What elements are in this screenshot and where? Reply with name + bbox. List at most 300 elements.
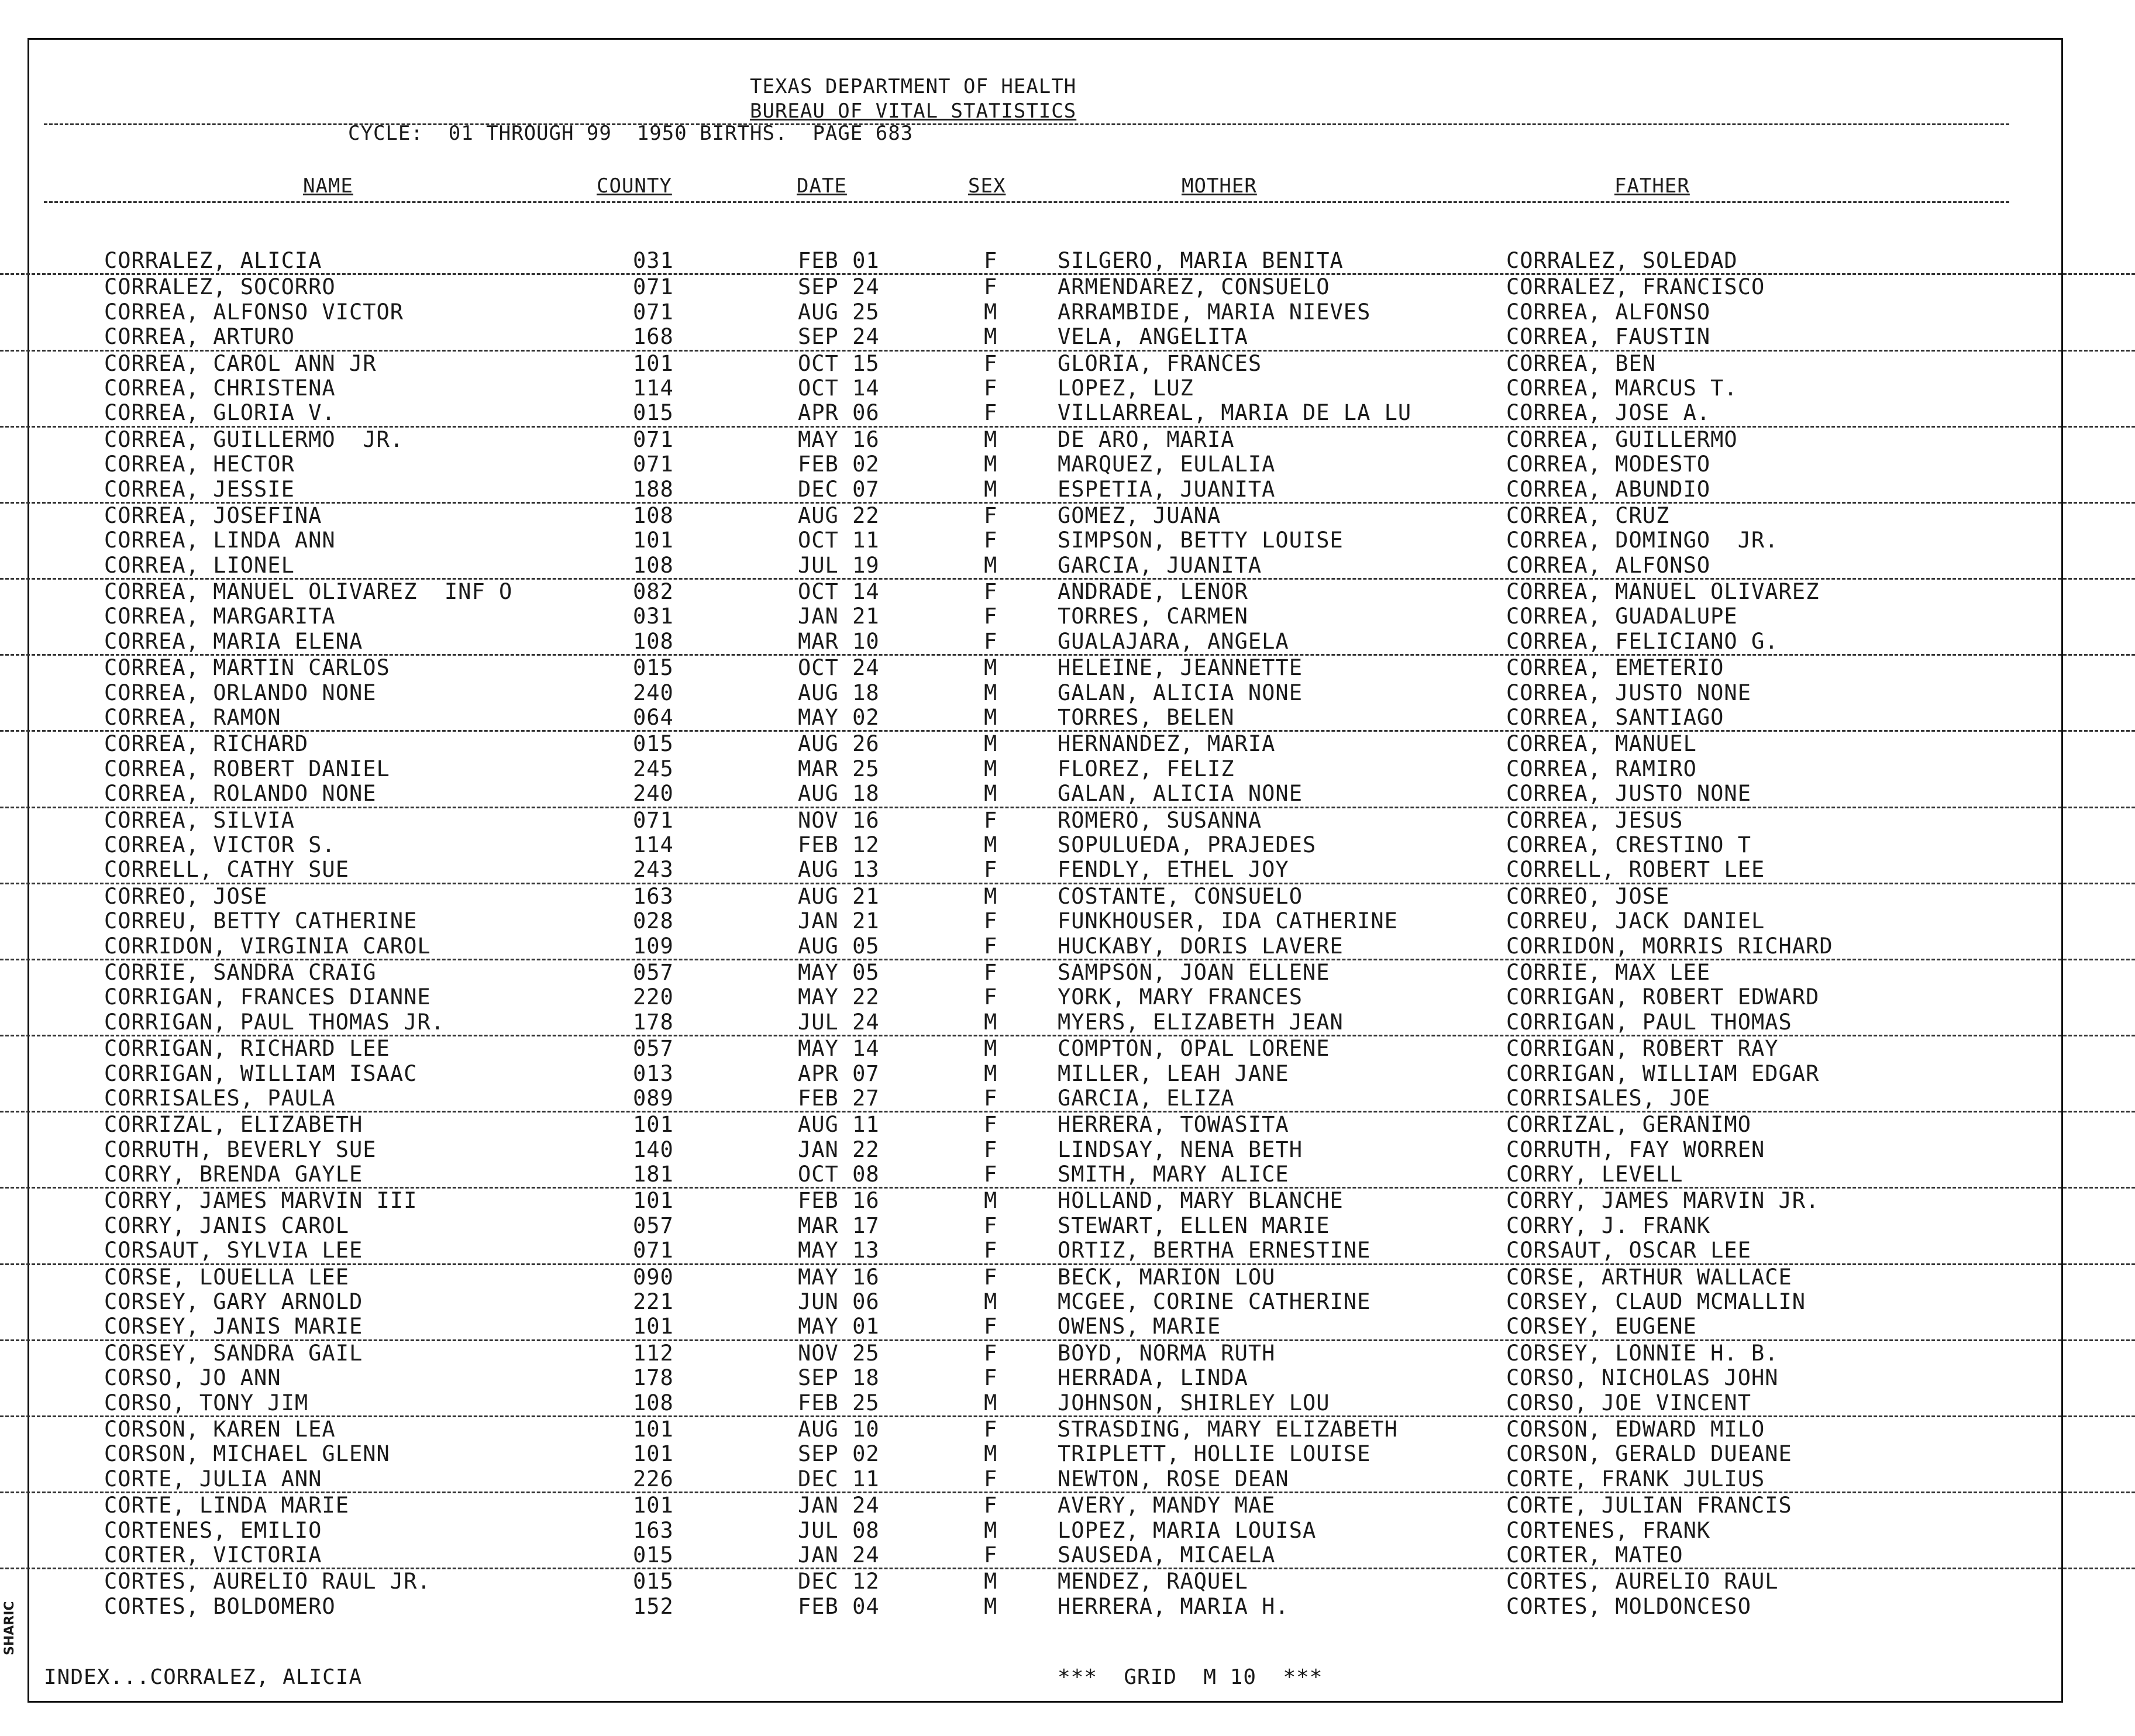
record-mother: DE ARO, MARIA [1058,426,1235,452]
record-sex: M [984,1569,998,1594]
record-father: CORTER, MATEO [1506,1542,1683,1568]
record-row [0,1189,2135,1213]
record-county: 082 [633,579,674,605]
record-mother: ARMENDAREZ, CONSUELO [1058,274,1330,300]
record-name: CORRIGAN, WILLIAM ISAAC [104,1060,418,1086]
record-sex: F [984,1365,998,1391]
record-sex: F [984,1162,998,1187]
record-county: 178 [633,1009,674,1035]
record-county: 240 [633,680,674,705]
record-sex: M [984,655,998,681]
record-name: CORREA, MARTIN CARLOS [104,655,390,681]
record-sex: M [984,1517,998,1543]
record-mother: MENDEZ, RAQUEL [1058,1569,1248,1594]
record-county: 071 [633,274,674,300]
record-father: CORSEY, EUGENE [1506,1314,1697,1339]
record-county: 071 [633,1238,674,1263]
record-county: 089 [633,1085,674,1111]
column-header-rule [44,201,2009,203]
record-father: CORRIDON, MORRIS RICHARD [1506,933,1833,959]
record-county: 015 [633,731,674,757]
record-name: CORSAUT, SYLVIA LEE [104,1238,363,1263]
record-county: 152 [633,1593,674,1619]
record-sex: F [984,604,998,629]
record-name: CORRIGAN, RICHARD LEE [104,1036,390,1062]
record-county: 090 [633,1264,674,1290]
record-father: CORREA, CRUZ [1506,502,1670,528]
record-date: DEC 11 [798,1466,880,1492]
record-sex: M [984,756,998,781]
record-date: FEB 16 [798,1188,880,1214]
record-county: 220 [633,984,674,1010]
record-row [0,1366,2135,1390]
record-name: CORREA, CHRISTENA [104,375,336,401]
record-mother: TORRES, CARMEN [1058,604,1248,629]
record-name: CORREA, ROBERT DANIEL [104,756,390,781]
record-sex: F [984,375,998,401]
record-row [0,1493,2135,1518]
record-sex: F [984,1085,998,1111]
record-mother: SAMPSON, JOAN ELLENE [1058,959,1330,985]
record-county: 101 [633,1112,674,1138]
header-agency: TEXAS DEPARTMENT OF HEALTH [750,75,1077,98]
record-father: CORREA, ALFONSO [1506,299,1711,325]
record-row [0,781,2135,808]
record-county: 015 [633,400,674,426]
record-name: CORRISALES, PAULA [104,1085,336,1111]
record-name: CORREA, MARIA ELENA [104,628,363,654]
record-name: CORTES, AURELIO RAUL JR. [104,1569,431,1594]
record-name: CORSEY, JANIS MARIE [104,1314,363,1339]
record-date: AUG 13 [798,857,880,883]
record-date: AUG 22 [798,502,880,528]
record-father: CORSO, JOE VINCENT [1506,1390,1751,1415]
record-county: 101 [633,1188,674,1214]
footer-grid: *** GRID M 10 *** [1058,1665,1323,1689]
record-mother: GALAN, ALICIA NONE [1058,781,1303,807]
record-row [0,428,2135,452]
record-row [0,1442,2135,1466]
record-sex: F [984,1542,998,1568]
record-mother: HUCKABY, DORIS LAVERE [1058,933,1344,959]
record-mother: HERRADA, LINDA [1058,1365,1248,1391]
record-date: AUG 26 [798,731,880,757]
record-sex: M [984,552,998,578]
record-name: CORRIZAL, ELIZABETH [104,1112,363,1138]
record-sex: F [984,579,998,605]
record-mother: HELEINE, JEANNETTE [1058,655,1303,681]
record-row [0,808,2135,833]
record-father: CORRISALES, JOE [1506,1085,1711,1111]
record-father: CORREA, FELICIANO G. [1506,628,1779,654]
record-mother: FUNKHOUSER, IDA CATHERINE [1058,908,1398,934]
record-father: CORREA, CRESTINO T [1506,832,1751,857]
record-name: CORRUTH, BEVERLY SUE [104,1136,377,1162]
record-row [0,960,2135,985]
record-sex: F [984,1238,998,1263]
record-sex: M [984,731,998,757]
record-county: 221 [633,1289,674,1315]
record-mother: MYERS, ELIZABETH JEAN [1058,1009,1344,1035]
record-father: CORRY, J. FRANK [1506,1213,1711,1238]
record-county: 163 [633,1517,674,1543]
record-date: AUG 05 [798,933,880,959]
record-father: CORTE, JULIAN FRANCIS [1506,1493,1792,1518]
record-mother: SILGERO, MARIA BENITA [1058,248,1344,273]
record-sex: M [984,1060,998,1086]
record-row [0,1341,2135,1366]
record-name: CORRY, JAMES MARVIN III [104,1188,418,1214]
record-county: 109 [633,933,674,959]
record-father: CORREA, JUSTO NONE [1506,781,1751,807]
record-mother: COSTANTE, CONSUELO [1058,883,1303,909]
record-mother: ARRAMBIDE, MARIA NIEVES [1058,299,1371,325]
record-father: CORRIZAL, GERANIMO [1506,1112,1751,1138]
record-sex: M [984,1036,998,1062]
record-date: FEB 01 [798,248,880,273]
record-date: MAR 10 [798,628,880,654]
record-county: 112 [633,1340,674,1366]
record-row [0,1086,2135,1112]
record-name: CORRY, JANIS CAROL [104,1213,349,1238]
record-county: 064 [633,705,674,731]
record-date: JUL 24 [798,1009,880,1035]
record-sex: M [984,1009,998,1035]
record-date: AUG 10 [798,1416,880,1442]
record-sex: F [984,400,998,426]
record-row [0,705,2135,732]
record-name: CORTE, JULIA ANN [104,1466,322,1492]
record-name: CORRALEZ, SOCORRO [104,274,336,300]
record-mother: HERNANDEZ, MARIA [1058,731,1276,757]
record-date: NOV 16 [798,807,880,833]
record-name: CORREA, ORLANDO NONE [104,680,377,705]
record-date: OCT 11 [798,528,880,553]
record-father: CORREA, ALFONSO [1506,552,1711,578]
record-row [0,275,2135,299]
record-father: CORRIE, MAX LEE [1506,959,1711,985]
record-date: FEB 25 [798,1390,880,1415]
record-sex: M [984,324,998,350]
record-county: 071 [633,807,674,833]
record-date: JAN 22 [798,1136,880,1162]
record-row [0,1010,2135,1036]
record-mother: HERRERA, MARIA H. [1058,1593,1289,1619]
record-sex: F [984,528,998,553]
record-father: CORREA, GUILLERMO [1506,426,1738,452]
record-mother: AVERY, MANDY MAE [1058,1493,1276,1518]
record-sex: F [984,1112,998,1138]
header-rule [44,123,2009,125]
record-county: 114 [633,832,674,857]
record-county: 108 [633,628,674,654]
record-row [0,1290,2135,1314]
record-sex: F [984,274,998,300]
record-father: CORREA, BEN [1506,350,1657,376]
record-county: 188 [633,476,674,502]
record-mother: LOPEZ, LUZ [1058,375,1194,401]
record-date: JUL 08 [798,1517,880,1543]
record-mother: MCGEE, CORINE CATHERINE [1058,1289,1371,1315]
record-county: 108 [633,1390,674,1415]
record-mother: GALAN, ALICIA NONE [1058,680,1303,705]
record-date: JUN 06 [798,1289,880,1315]
record-row [0,553,2135,580]
record-name: CORREA, CAROL ANN JR [104,350,377,376]
record-name: CORRIGAN, PAUL THOMAS JR. [104,1009,445,1035]
record-sex: M [984,705,998,731]
record-father: CORREA, JUSTO NONE [1506,680,1751,705]
record-name: CORREA, LINDA ANN [104,528,336,553]
record-mother: OWENS, MARIE [1058,1314,1221,1339]
record-mother: JOHNSON, SHIRLEY LOU [1058,1390,1330,1415]
record-father: CORRIGAN, PAUL THOMAS [1506,1009,1792,1035]
record-row [0,1238,2135,1265]
record-father: CORREA, SANTIAGO [1506,705,1724,731]
record-sex: F [984,628,998,654]
record-date: MAY 14 [798,1036,880,1062]
record-mother: HOLLAND, MARY BLANCHE [1058,1188,1344,1214]
record-date: SEP 24 [798,324,880,350]
record-father: CORSEY, LONNIE H. B. [1506,1340,1779,1366]
record-sex: F [984,1466,998,1492]
record-sex: M [984,1441,998,1467]
record-father: CORREA, JOSE A. [1506,400,1711,426]
record-row [0,1569,2135,1594]
record-county: 101 [633,1314,674,1339]
record-name: CORREA, SILVIA [104,807,295,833]
record-county: 028 [633,908,674,934]
record-father: CORREA, RAMIRO [1506,756,1697,781]
record-sex: F [984,807,998,833]
record-mother: GUALAJARA, ANGELA [1058,628,1289,654]
record-county: 057 [633,1036,674,1062]
record-name: CORREA, RICHARD [104,731,309,757]
record-sex: M [984,426,998,452]
record-name: CORRIDON, VIRGINIA CAROL [104,933,431,959]
record-sex: M [984,832,998,857]
record-sex: M [984,781,998,807]
record-county: 057 [633,1213,674,1238]
record-date: MAY 02 [798,705,880,731]
record-mother: SMITH, MARY ALICE [1058,1162,1289,1187]
record-sex: F [984,908,998,934]
record-father: CORRELL, ROBERT LEE [1506,857,1765,883]
record-row [0,681,2135,705]
record-sex: M [984,1289,998,1315]
record-mother: ORTIZ, BERTHA ERNESTINE [1058,1238,1371,1263]
record-date: JAN 24 [798,1542,880,1568]
record-county: 071 [633,452,674,477]
record-sex: M [984,883,998,909]
record-mother: FLOREZ, FELIZ [1058,756,1235,781]
record-mother: TRIPLETT, HOLLIE LOUISE [1058,1441,1371,1467]
record-name: CORRELL, CATHY SUE [104,857,349,883]
record-sex: M [984,1390,998,1415]
record-date: NOV 25 [798,1340,880,1366]
record-row [0,1314,2135,1341]
record-father: CORRIGAN, WILLIAM EDGAR [1506,1060,1820,1086]
record-father: CORRALEZ, FRANCISCO [1506,274,1765,300]
record-date: MAY 13 [798,1238,880,1263]
record-row [0,1265,2135,1290]
record-name: CORREO, JOSE [104,883,268,909]
record-date: OCT 08 [798,1162,880,1187]
record-sex: F [984,933,998,959]
record-county: 031 [633,248,674,273]
record-county: 101 [633,1493,674,1518]
record-sex: M [984,476,998,502]
record-mother: ROMERO, SUSANNA [1058,807,1262,833]
record-father: CORREA, DOMINGO JR. [1506,528,1779,553]
record-mother: HERRERA, TOWASITA [1058,1112,1289,1138]
record-mother: VILLARREAL, MARIA DE LA LU [1058,400,1412,426]
record-row [0,401,2135,427]
record-name: CORSEY, SANDRA GAIL [104,1340,363,1366]
record-father: CORREA, MANUEL OLIVAREZ [1506,579,1820,605]
record-row [0,1518,2135,1543]
record-date: OCT 15 [798,350,880,376]
record-father: CORREA, FAUSTIN [1506,324,1711,350]
record-father: CORREA, EMETERIO [1506,655,1724,681]
record-name: CORRALEZ, ALICIA [104,248,322,273]
birth-records-table [0,249,2135,1619]
record-name: CORREA, MARGARITA [104,604,336,629]
record-county: 031 [633,604,674,629]
record-row [0,656,2135,680]
record-date: AUG 21 [798,883,880,909]
record-county: 071 [633,426,674,452]
record-name: CORTES, BOLDOMERO [104,1593,336,1619]
record-mother: ANDRADE, LENOR [1058,579,1248,605]
record-name: CORREA, ALFONSO VICTOR [104,299,404,325]
record-row [0,1594,2135,1619]
record-row [0,1138,2135,1162]
record-sex: M [984,1593,998,1619]
record-sex: F [984,1264,998,1290]
record-sex: M [984,299,998,325]
record-date: APR 06 [798,400,880,426]
record-row [0,985,2135,1010]
record-date: DEC 07 [798,476,880,502]
record-name: CORREA, HECTOR [104,452,295,477]
header-cycle: CYCLE: 01 THROUGH 99 1950 BIRTHS. PAGE 683 [348,122,914,145]
record-mother: LOPEZ, MARIA LOUISA [1058,1517,1317,1543]
record-father: CORREO, JOSE [1506,883,1670,909]
record-row [0,1543,2135,1569]
record-sex: M [984,680,998,705]
record-row [0,300,2135,325]
record-father: CORTES, MOLDONCESO [1506,1593,1751,1619]
record-name: CORREA, ARTURO [104,324,295,350]
record-sex: M [984,452,998,477]
record-father: CORSEY, CLAUD MCMALLIN [1506,1289,1806,1315]
col-header-mother: MOTHER [1182,174,1257,198]
record-date: MAY 05 [798,959,880,985]
record-father: CORREA, JESUS [1506,807,1683,833]
record-name: CORRIE, SANDRA CRAIG [104,959,377,985]
record-row [0,580,2135,604]
record-date: JAN 21 [798,908,880,934]
record-sex: F [984,1213,998,1238]
record-county: 240 [633,781,674,807]
record-county: 015 [633,1569,674,1594]
record-date: MAR 17 [798,1213,880,1238]
record-mother: STRASDING, MARY ELIZABETH [1058,1416,1398,1442]
col-header-father: FATHER [1614,174,1690,198]
record-date: DEC 12 [798,1569,880,1594]
record-row [0,757,2135,781]
record-county: 015 [633,655,674,681]
record-date: JAN 21 [798,604,880,629]
footer-index: INDEX...CORRALEZ, ALICIA [44,1665,363,1689]
record-date: AUG 25 [798,299,880,325]
record-row [0,1467,2135,1493]
record-row [0,1112,2135,1137]
record-county: 071 [633,299,674,325]
record-name: CORRY, BRENDA GAYLE [104,1162,363,1187]
record-mother: COMPTON, OPAL LORENE [1058,1036,1330,1062]
record-father: CORSO, NICHOLAS JOHN [1506,1365,1779,1391]
record-name: CORREA, RAMON [104,705,281,731]
record-father: CORREU, JACK DANIEL [1506,908,1765,934]
record-row [0,629,2135,656]
record-row [0,833,2135,857]
col-header-sex: SEX [968,174,1006,198]
record-date: SEP 24 [798,274,880,300]
record-father: CORTES, AURELIO RAUL [1506,1569,1779,1594]
record-mother: SAUSEDA, MICAELA [1058,1542,1276,1568]
record-mother: MARQUEZ, EULALIA [1058,452,1276,477]
record-row [0,376,2135,401]
record-father: CORREA, MARCUS T. [1506,375,1738,401]
record-row [0,452,2135,477]
record-sex: F [984,1493,998,1518]
record-sex: F [984,502,998,528]
record-date: FEB 12 [798,832,880,857]
record-date: OCT 14 [798,579,880,605]
record-row [0,477,2135,504]
record-date: FEB 27 [798,1085,880,1111]
record-sex: F [984,857,998,883]
col-header-name: NAME [303,174,353,198]
record-father: CORTE, FRANK JULIUS [1506,1466,1765,1492]
record-date: APR 07 [798,1060,880,1086]
col-header-county: COUNTY [597,174,672,198]
header-bureau: BUREAU OF VITAL STATISTICS [750,99,1077,123]
record-row [0,934,2135,960]
record-row [0,1062,2135,1086]
record-name: CORREA, GUILLERMO JR. [104,426,404,452]
record-row [0,857,2135,884]
record-name: CORSO, TONY JIM [104,1390,309,1415]
record-name: CORTE, LINDA MARIE [104,1493,349,1518]
record-county: 226 [633,1466,674,1492]
record-father: CORREA, MANUEL [1506,731,1697,757]
record-sex: F [984,1416,998,1442]
record-county: 108 [633,552,674,578]
record-county: 163 [633,883,674,909]
record-county: 178 [633,1365,674,1391]
record-row [0,732,2135,756]
record-county: 101 [633,1441,674,1467]
record-row [0,909,2135,934]
record-row [0,504,2135,528]
record-county: 243 [633,857,674,883]
record-name: CORRIGAN, FRANCES DIANNE [104,984,431,1010]
record-date: SEP 02 [798,1441,880,1467]
record-date: FEB 04 [798,1593,880,1619]
